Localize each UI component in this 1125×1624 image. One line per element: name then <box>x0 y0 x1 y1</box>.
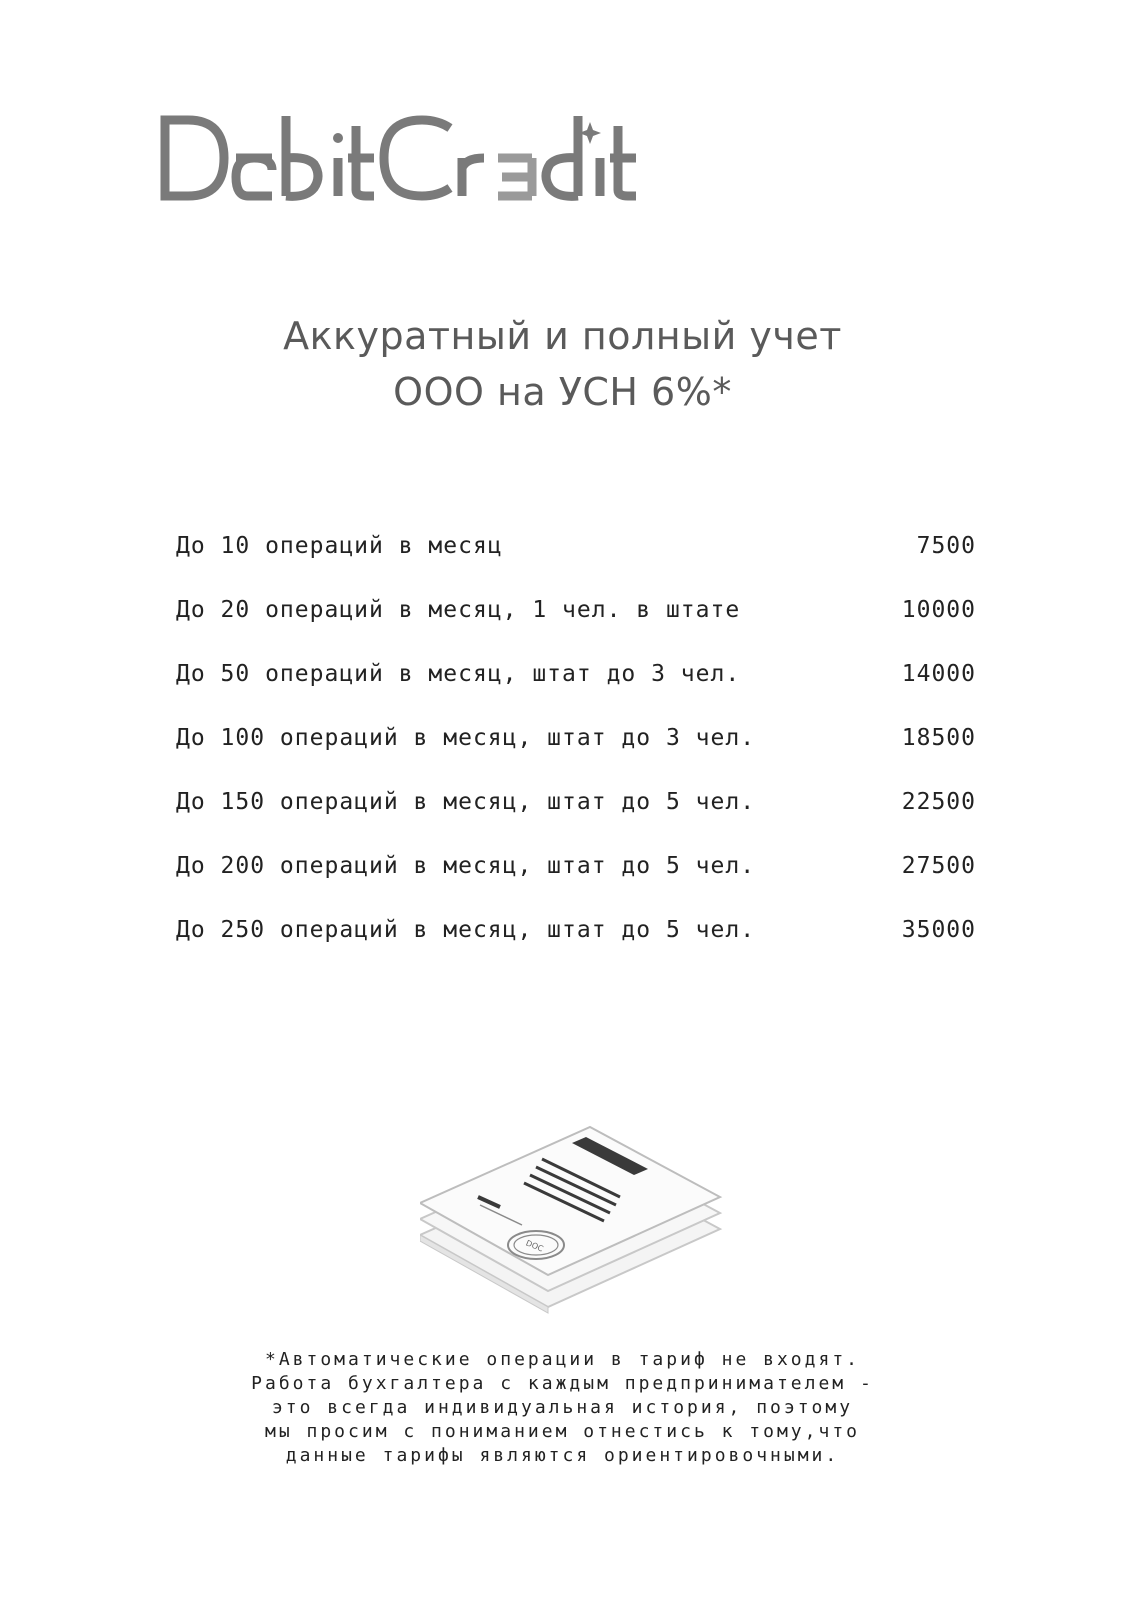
brand-logo <box>160 112 640 212</box>
tariff-description: До 50 операций в месяц, штат до 3 чел. <box>176 661 741 687</box>
tariff-row <box>176 661 976 725</box>
title-line-1: Аккуратный и полный учет <box>283 314 842 358</box>
tariff-row <box>176 533 976 597</box>
footnote-line: мы просим с пониманием отнестись к тому,что <box>265 1421 860 1442</box>
tariff-row <box>176 597 976 661</box>
tariff-description: До 20 операций в месяц, 1 чел. в штате <box>176 597 741 623</box>
page-title <box>0 308 1125 420</box>
tariff-description: До 250 операций в месяц, штат до 5 чел. <box>176 917 756 943</box>
footnote-line: *Автоматические операции в тариф не входят. <box>265 1349 860 1370</box>
footnote-line: данные тарифы являются ориентировочными. <box>285 1445 840 1466</box>
document-stack-icon <box>420 1125 740 1335</box>
tariff-price: 14000 <box>901 661 976 687</box>
tariff-price: 22500 <box>901 789 976 815</box>
tariff-row <box>176 789 976 853</box>
title-line-2: ООО на УСН 6%* <box>393 370 732 414</box>
tariff-row <box>176 725 976 789</box>
footnote-line: Работа бухгалтера с каждым предпринимателем - <box>251 1373 874 1394</box>
tariff-price: 10000 <box>901 597 976 623</box>
tariff-price: 35000 <box>901 917 976 943</box>
tariff-description: До 200 операций в месяц, штат до 5 чел. <box>176 853 756 879</box>
tariff-description: До 10 операций в месяц <box>176 533 503 559</box>
stamp-text: DOC <box>524 1238 545 1254</box>
footnote-line: это всегда индивидуальная история, поэтому <box>271 1397 854 1418</box>
footnote <box>0 1348 1125 1468</box>
tariff-price: 18500 <box>901 725 976 751</box>
debitcredit-logo-icon <box>160 112 640 212</box>
tariff-list <box>176 533 976 981</box>
tariff-row <box>176 853 976 917</box>
tariff-row <box>176 917 976 981</box>
tariff-description: До 150 операций в месяц, штат до 5 чел. <box>176 789 756 815</box>
tariff-price: 27500 <box>901 853 976 879</box>
tariff-price: 7500 <box>916 533 976 559</box>
tariff-description: До 100 операций в месяц, штат до 3 чел. <box>176 725 756 751</box>
